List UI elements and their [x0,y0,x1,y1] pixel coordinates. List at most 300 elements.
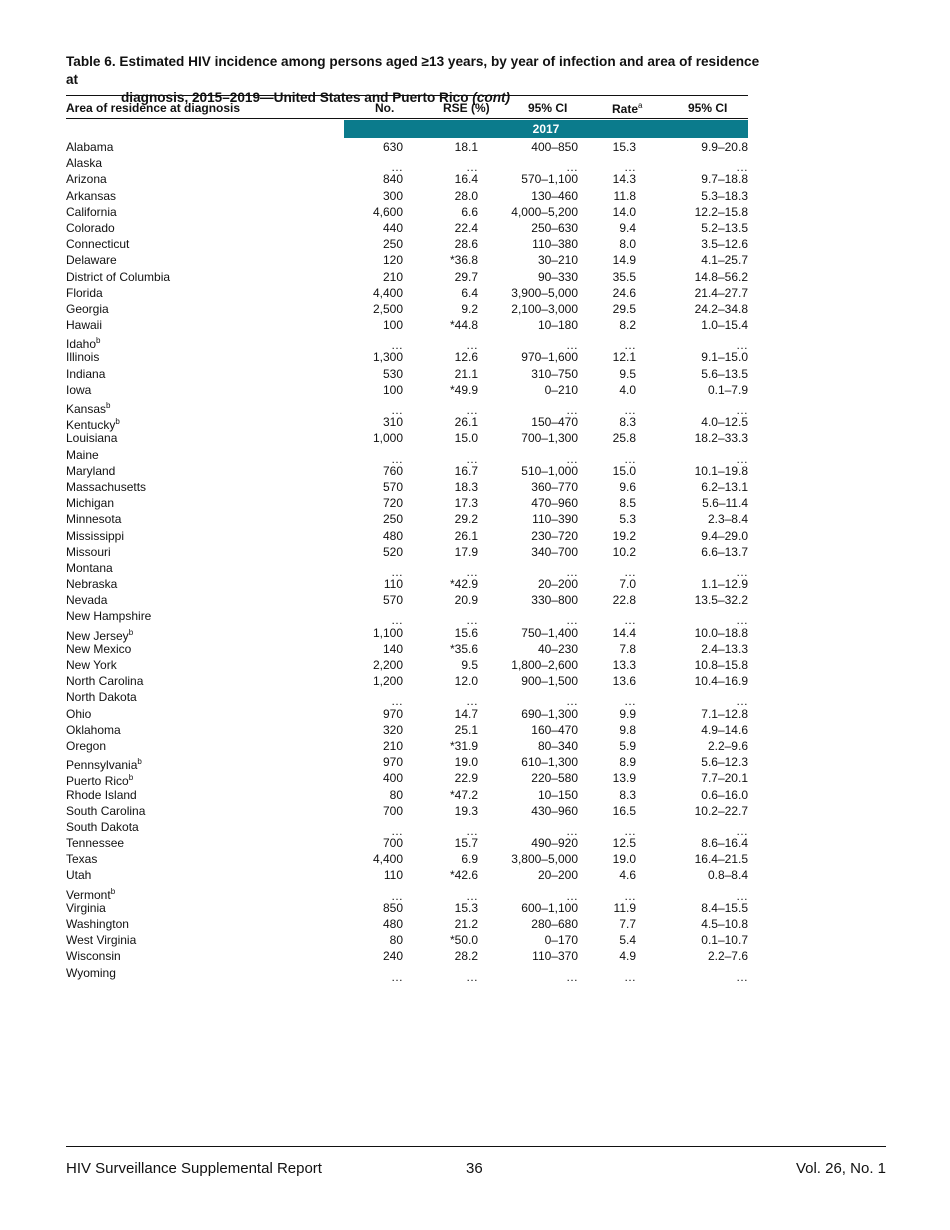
table-row [0,301,950,317]
cell-number-text: 850 [382,900,403,915]
cell-area [66,722,121,738]
cell-ci-text: 20–200 [537,577,578,592]
cell-number-text: 700 [382,803,403,818]
cell-rse [455,673,478,689]
cell-rate-text: 9.4 [619,220,636,235]
cell-rate-ci-text: 0.6–16.0 [701,787,748,802]
cell-number [384,867,403,883]
cell-area-text: Pennsylvania [66,758,138,773]
cell-number-text: 210 [382,269,403,284]
cell-rate [613,625,636,641]
cell-rate [613,592,636,608]
cell-rse-text: 15.3 [454,900,478,915]
cell-rate [619,722,636,738]
cell-rate [613,252,636,268]
cell-number-text: 400 [382,771,403,786]
cell-rate-text: 13.6 [612,674,636,689]
table-row [0,819,950,838]
cell-ci-text: 600–1,100 [521,900,578,915]
cell-area-text: Tennessee [66,836,125,851]
cell-rate-text: 15.3 [612,140,636,154]
cell-rate-ci [701,188,748,204]
cell-area [66,948,121,964]
cell-rse-text: … [466,694,478,709]
col-header-rse: RSE (%) [443,101,490,115]
cell-ci-text: 1,800–2,600 [511,658,578,672]
cell-rse [466,969,478,985]
cell-ci-text: 10–180 [537,318,578,333]
cell-number-text: 210 [382,738,403,753]
cell-number-text: 970 [382,755,403,770]
cell-rate-ci [708,382,748,398]
cell-ci-text: … [566,823,578,838]
cell-area [66,349,99,365]
cell-number-text: 4,400 [372,852,403,867]
cell-rse [450,932,478,948]
cell-rse [455,770,478,786]
cell-number-text: … [391,338,403,353]
cell-number [383,770,403,786]
cell-area-text: Wisconsin [66,949,121,964]
cell-rate [619,576,636,592]
cell-area-text: North Carolina [66,674,144,689]
cell-area [66,867,91,883]
cell-area [66,673,143,689]
cell-rate-text: 8.3 [619,787,636,802]
cell-area [66,171,107,187]
cell-rate-text: 15.0 [612,463,636,478]
cell-ci-text: 230–720 [531,528,578,543]
cell-rate-ci-text: 16.4–21.5 [694,852,748,867]
cell-number [383,236,403,252]
cell-number-text: 320 [382,722,403,737]
cell-rate-text: 5.9 [619,738,636,753]
cell-ci [531,916,578,932]
cell-rse-text: 25.1 [454,722,478,737]
cell-rate-ci [701,171,748,187]
cell-area [66,252,117,268]
cell-number-text: 140 [382,641,403,656]
table-row [0,787,950,803]
table-row [0,252,950,268]
footer-rule [66,1146,886,1147]
cell-number-text: 310 [382,415,403,430]
table-row [0,495,950,511]
col-header-rate-footnote: a [638,101,643,110]
cell-rse-text: … [466,888,478,903]
cell-rate-text: 10.2 [612,544,636,559]
cell-rate-text: 12.1 [612,350,636,365]
cell-rate-ci-text: … [736,823,748,838]
cell-number [383,188,403,204]
cell-rate [613,269,636,285]
cell-area [66,560,113,576]
cell-ci [511,301,578,317]
cell-rate-ci-text: … [736,694,748,709]
cell-rate-ci-text: 9.1–15.0 [701,350,748,365]
table-row [0,770,950,789]
cell-rse [455,592,478,608]
cell-ci-text: 280–680 [531,917,578,931]
cell-rse [450,382,478,398]
cell-rate-ci [736,969,748,985]
cell-rate-ci-text: 24.2–34.8 [694,301,748,316]
cell-area-text: North Dakota [66,690,137,705]
cell-rate-text: 8.5 [619,496,636,511]
table-row [0,706,950,722]
cell-rate-ci [701,754,748,770]
table-row [0,171,950,187]
cell-number [383,511,403,527]
cell-number-text: … [391,160,403,175]
cell-number [383,220,403,236]
cell-rate [619,706,636,722]
cell-number-text: 80 [389,787,403,802]
cell-ci [538,576,578,592]
footer-page-number: 36 [466,1160,483,1177]
cell-number-text: 720 [382,496,403,511]
cell-rate-ci-text: 0.1–10.7 [701,933,748,948]
cell-rse-text: 28.6 [454,237,478,252]
cell-ci [538,641,578,657]
table-row [0,641,950,657]
cell-number [383,803,403,819]
cell-number [383,592,403,608]
cell-rse-text: *42.6 [449,868,478,883]
cell-number [383,382,403,398]
cell-rse [455,430,478,446]
cell-area-text: Oregon [66,738,107,753]
cell-ci [531,220,578,236]
cell-number-text: 100 [382,382,403,397]
cell-ci [521,900,578,916]
cell-rate-text: 13.9 [612,771,636,786]
cell-rse-text: … [466,564,478,579]
cell-ci-text: 220–580 [531,771,578,786]
cell-rate-ci-text: 7.1–12.8 [701,706,748,721]
cell-rate-text: 4.0 [619,382,636,397]
cell-area-text: Puerto Rico [66,774,129,789]
table-row [0,188,950,204]
table-row [0,625,950,641]
cell-rate-ci [708,738,748,754]
cell-rate-ci-text: … [736,969,748,984]
cell-ci-text: 340–700 [531,544,578,559]
cell-ci [521,673,578,689]
cell-area-text: Maine [66,447,99,462]
cell-rse [455,722,478,738]
caption-line-2-text: diagnosis, 2015–2019—United States and Puerto Rico [121,90,473,105]
cell-ci-text: 570–1,100 [521,172,578,187]
cell-rse-text: 12.0 [454,674,478,689]
cell-rate [619,366,636,382]
cell-rate-text: 22.8 [612,593,636,608]
table-row [0,689,950,709]
cell-rate-text: … [624,403,636,417]
cell-ci-text: 0–170 [544,933,578,948]
cell-area [66,803,145,819]
cell-area-text: Missouri [66,544,111,559]
cell-area-text: Oklahoma [66,722,121,737]
cell-number-text: 570 [382,593,403,608]
cell-number [383,528,403,544]
cell-ci-text: … [566,160,578,175]
cell-area-text: Georgia [66,301,109,316]
cell-rate-ci-text: 2.2–9.6 [707,738,748,753]
cell-number [383,171,403,187]
cell-area-text: West Virginia [66,933,137,948]
cell-number [383,252,403,268]
cell-rate-text: 7.8 [619,641,636,656]
cell-number [383,948,403,964]
footer-volume: Vol. 26, No. 1 [795,1160,886,1177]
cell-rate-ci-text: 1.0–15.4 [701,318,748,333]
cell-ci [521,463,578,479]
cell-area [66,366,105,382]
cell-area-text: New Mexico [66,641,132,656]
cell-rate-ci [701,576,748,592]
cell-area-text: Washington [66,917,129,931]
table-row [0,139,950,155]
cell-rse-text: 9.5 [461,658,478,672]
cell-rate-text: 4.9 [619,949,636,964]
cell-number-text: 100 [382,318,403,333]
cell-area [66,447,99,463]
footer-report-title: HIV Surveillance Supplemental Report [66,1160,322,1177]
cell-rate-text: 13.3 [612,658,636,672]
cell-number [373,673,403,689]
cell-ci-text: 130–460 [531,188,578,203]
cell-area-text: Illinois [66,350,100,365]
cell-rate-ci [695,625,748,641]
cell-ci [531,770,578,786]
cell-rse [455,706,478,722]
cell-rse [461,285,478,301]
cell-rse-text: *49.9 [449,382,478,397]
cell-number [383,366,403,382]
cell-rate-text: 14.3 [612,172,636,187]
cell-rse-text: … [466,403,478,417]
cell-rate-ci-text: … [736,564,748,579]
cell-rse-text: 17.3 [454,496,478,511]
table-row [0,333,950,353]
cell-area-text: Florida [66,285,103,300]
cell-number-text: 240 [382,949,403,964]
cell-rate-ci [695,803,748,819]
cell-rate-ci-text: 4.5–10.8 [701,917,748,931]
table-row [0,511,950,527]
cell-area [66,269,170,285]
cell-rate-ci-text: 5.3–18.3 [701,188,748,203]
cell-area [66,236,129,252]
cell-rse [461,851,478,867]
cell-rate-ci-text: 4.0–12.5 [701,415,748,430]
cell-rate [613,301,636,317]
table-row [0,204,950,220]
cell-number [383,414,403,430]
cell-rse-text: … [466,969,478,984]
cell-area [66,608,151,624]
cell-ci-text: 700–1,300 [521,431,578,446]
area-footnote: b [115,417,120,427]
cell-ci [545,382,578,398]
table-row [0,366,950,382]
cell-rate [619,867,636,883]
cell-ci-text: … [566,613,578,628]
cell-ci-text: 330–800 [531,593,578,608]
cell-rse [455,414,478,430]
cell-rate-ci-text: 10.2–22.7 [694,803,748,818]
cell-number-text: 80 [389,933,403,948]
cell-ci [531,414,578,430]
cell-rate-ci [701,932,748,948]
cell-number-text: 4,400 [372,285,403,300]
cell-number-text: 440 [382,220,403,235]
cell-number-text: 760 [382,463,403,478]
cell-rate-ci-text: … [736,888,748,903]
table-row [0,916,950,932]
cell-number [383,139,403,155]
cell-rse [461,657,478,673]
cell-rate-ci-text: 0.8–8.4 [707,868,748,883]
cell-rate-ci-text: 21.4–27.7 [694,285,748,300]
cell-ci-text: … [566,888,578,903]
cell-rate [619,787,636,803]
cell-rate-ci [701,722,748,738]
cell-number [390,932,403,948]
cell-rate-ci-text: 1.1–12.9 [701,577,748,592]
cell-number-text: 120 [382,253,403,268]
cell-number-text: … [391,694,403,709]
cell-rate-ci-text: 9.9–20.8 [701,140,748,154]
cell-ci-text: 970–1,600 [521,350,578,365]
cell-ci-text: 80–340 [537,738,578,753]
cell-rate-ci-text: 4.1–25.7 [701,253,748,268]
col-header-area: Area of residence at diagnosis [66,101,241,115]
cell-area-text: Maryland [66,463,116,478]
cell-number [373,204,403,220]
cell-number-text: 300 [382,188,403,203]
caption-line-1: Table 6. Estimated HIV incidence among persons aged ≥13 years, by year of infection and area of residence at [66,54,760,87]
cell-ci [538,787,578,803]
cell-number [373,301,403,317]
cell-number-text: … [391,888,403,903]
cell-number-text: 630 [382,140,403,154]
cell-number [383,495,403,511]
cell-area [66,528,124,544]
cell-ci-text: … [566,694,578,709]
cell-rse [450,252,478,268]
cell-number-text: 570 [382,479,403,494]
cell-rate-text: … [624,969,636,984]
cell-ci [532,511,578,527]
cell-ci [566,969,578,985]
cell-area-text: Rhode Island [66,787,137,802]
cell-ci-text: 110–380 [532,237,578,252]
cell-rate-ci-text: 6.2–13.1 [701,479,748,494]
cell-rate-ci [695,301,748,317]
cell-rate-ci [701,366,748,382]
table-row [0,349,950,365]
cell-rse-text: 20.9 [454,593,478,608]
cell-number-text: … [391,451,403,466]
cell-number [383,269,403,285]
cell-area [66,188,116,204]
cell-number [383,479,403,495]
cell-ci [538,317,578,333]
cell-rate [619,932,636,948]
cell-rse-text: 18.1 [454,140,478,154]
cell-ci [531,835,578,851]
cell-rate [619,916,636,932]
cell-rate [619,948,636,964]
col-header-rate-ci: 95% CI [688,101,728,115]
cell-rate-ci-text: 10.4–16.9 [694,674,748,689]
cell-rse-text: 19.3 [454,803,478,818]
table-row [0,220,950,236]
col-header-rate [612,101,642,116]
col-header-ci: 95% CI [528,101,568,115]
caption-cont: (cont) [472,90,511,105]
cell-ci [538,252,578,268]
cell-number [383,317,403,333]
cell-rate-ci-text: 9.7–18.8 [701,172,748,187]
cell-rate-ci [695,657,748,673]
cell-area [66,463,115,479]
cell-area-text: Alaska [66,156,103,171]
table-row [0,544,950,560]
cell-number-text: 520 [382,544,403,559]
cell-rate-ci [701,479,748,495]
cell-area [66,851,97,867]
table-row [0,851,950,867]
cell-rse [455,349,478,365]
cell-rate-ci [701,220,748,236]
cell-rate-text: … [624,338,636,353]
cell-rate [613,528,636,544]
cell-rate-ci-text: 13.5–32.2 [694,593,748,608]
cell-rate [613,139,636,155]
cell-rse [455,269,478,285]
cell-number [384,576,403,592]
table-row [0,657,950,673]
cell-rate-text: 7.0 [619,577,636,592]
cell-rse-text: 16.4 [454,172,478,187]
cell-number [383,544,403,560]
col-header-no: No. [375,101,395,115]
cell-ci [521,171,578,187]
area-footnote: b [128,773,134,783]
cell-rate-text: 19.0 [612,852,636,867]
cell-number-text: 1,100 [372,625,403,640]
cell-rate-text: 8.3 [619,415,636,430]
cell-rate-ci [695,285,748,301]
cell-ci-text: 4,000–5,200 [511,204,578,219]
table-row [0,479,950,495]
cell-ci [531,544,578,560]
cell-rse [455,528,478,544]
cell-ci [511,204,578,220]
area-footnote: b [106,401,111,410]
cell-rse-text: 22.4 [454,220,478,235]
cell-area [66,835,124,851]
cell-number [373,285,403,301]
cell-rate-text: … [624,160,636,175]
cell-area-text: Michigan [66,496,115,511]
cell-ci [521,754,578,770]
cell-rse-text: 14.7 [454,706,478,721]
table-row [0,576,950,592]
